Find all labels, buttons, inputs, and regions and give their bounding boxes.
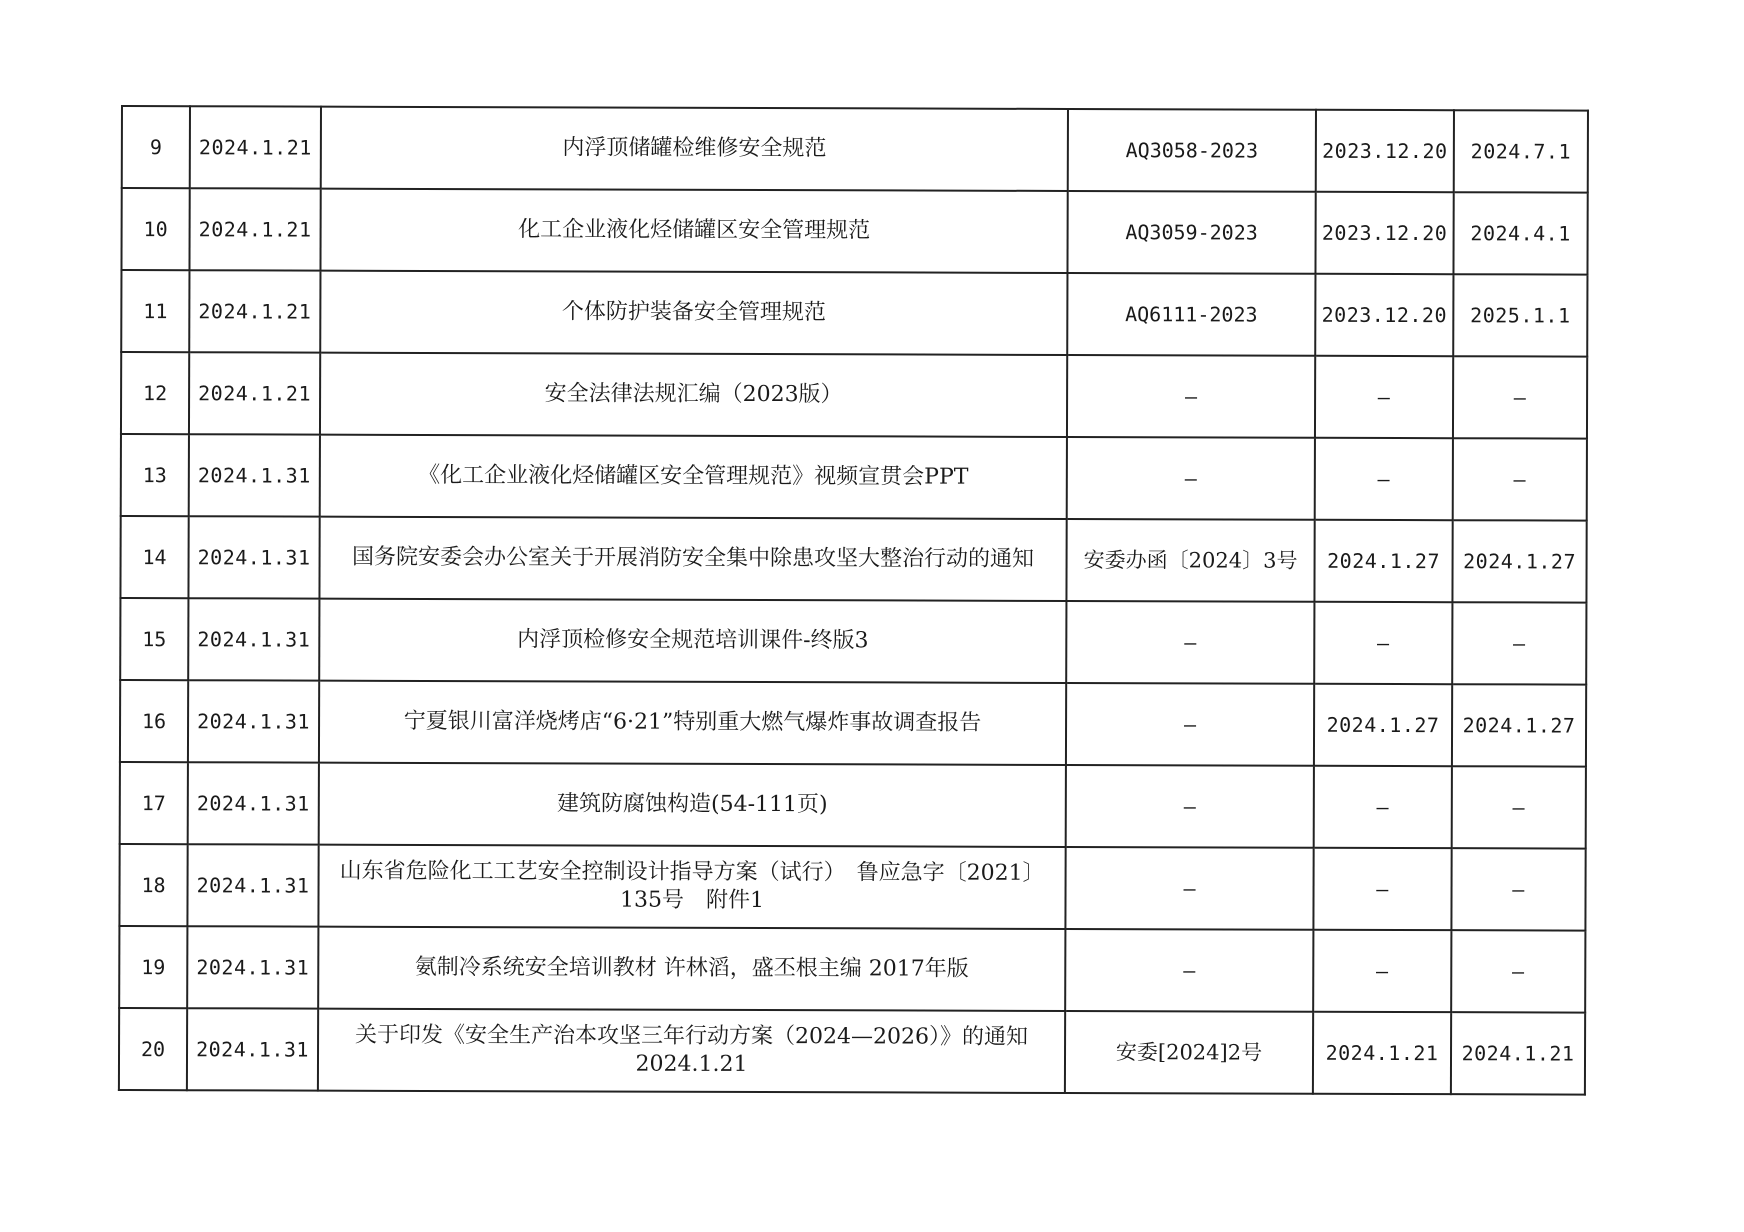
row-number-cell: 14 [120, 516, 188, 598]
issue-date-cell: — [1315, 356, 1453, 438]
document-title-cell: 建筑防腐蚀构造(54-111页) [319, 763, 1066, 847]
issue-date-cell: — [1314, 602, 1452, 684]
effective-date-cell: — [1452, 602, 1586, 684]
issue-date-cell: 2024.1.27 [1314, 684, 1452, 766]
record-date-cell: 2024.1.31 [188, 516, 319, 598]
issue-date-cell: 2024.1.27 [1314, 520, 1452, 602]
document-code-cell: — [1067, 437, 1315, 520]
row-number-cell: 15 [120, 598, 188, 680]
effective-date-cell: 2024.7.1 [1454, 110, 1588, 192]
document-title-cell: 内浮顶储罐检维修安全规范 [321, 107, 1068, 191]
regulations-table-body [119, 106, 1588, 1095]
document-title-cell: 内浮顶检修安全规范培训课件-终版3 [319, 599, 1066, 683]
table-row [121, 188, 1587, 275]
effective-date-cell: 2025.1.1 [1453, 274, 1587, 356]
row-number-cell: 19 [119, 926, 187, 1008]
record-date-cell: 2024.1.21 [189, 188, 320, 270]
document-code-cell: AQ3058-2023 [1068, 109, 1316, 192]
table-row [121, 434, 1587, 521]
record-date-cell: 2024.1.21 [189, 270, 320, 352]
document-code-cell: AQ6111-2023 [1067, 273, 1315, 356]
document-code-cell: — [1065, 847, 1313, 930]
document-code-cell: 安委[2024]2号 [1065, 1011, 1313, 1094]
document-title-cell: 山东省危险化工工艺安全控制设计指导方案（试行） 鲁应急字〔2021〕135号 附件1 [318, 845, 1065, 929]
issue-date-cell: 2023.12.20 [1316, 110, 1454, 192]
table-row [119, 926, 1585, 1013]
row-number-cell: 9 [122, 106, 190, 188]
document-title-cell: 宁夏银川富洋烧烤店“6·21”特别重大燃气爆炸事故调查报告 [319, 681, 1066, 765]
effective-date-cell: — [1451, 930, 1585, 1012]
regulations-table [118, 105, 1589, 1096]
record-date-cell: 2024.1.31 [188, 762, 319, 844]
record-date-cell: 2024.1.21 [190, 106, 321, 188]
record-date-cell: 2024.1.31 [188, 680, 319, 762]
issue-date-cell: 2023.12.20 [1315, 274, 1453, 356]
record-date-cell: 2024.1.31 [187, 1008, 318, 1090]
table-row [120, 680, 1586, 767]
effective-date-cell: 2024.1.21 [1451, 1012, 1585, 1094]
effective-date-cell: — [1452, 766, 1586, 848]
document-title-cell: 关于印发《安全生产治本攻坚三年行动方案（2024—2026）》的通知 2024.1.21 [318, 1009, 1065, 1093]
document-code-cell: — [1066, 683, 1314, 766]
table-row [119, 1008, 1585, 1095]
document-title-cell: 安全法律法规汇编（2023版） [320, 353, 1067, 437]
record-date-cell: 2024.1.31 [188, 598, 319, 680]
document-code-cell: — [1067, 355, 1315, 438]
issue-date-cell: — [1313, 930, 1451, 1012]
effective-date-cell: 2024.4.1 [1453, 192, 1587, 274]
row-number-cell: 16 [120, 680, 188, 762]
document-title-cell: 个体防护装备安全管理规范 [320, 271, 1067, 355]
row-number-cell: 20 [119, 1008, 187, 1090]
effective-date-cell: — [1451, 848, 1585, 930]
table-row [120, 516, 1586, 603]
document-code-cell: — [1066, 765, 1314, 848]
issue-date-cell: — [1315, 438, 1453, 520]
table-row [121, 270, 1587, 357]
effective-date-cell: — [1453, 438, 1587, 520]
document-title-cell: 氨制冷系统安全培训教材 许林滔，盛丕根主编 2017年版 [318, 927, 1065, 1011]
table-row [120, 598, 1586, 685]
issue-date-cell: 2023.12.20 [1315, 192, 1453, 274]
row-number-cell: 10 [121, 188, 189, 270]
issue-date-cell: — [1314, 766, 1452, 848]
document-title-cell: 化工企业液化烃储罐区安全管理规范 [320, 189, 1067, 273]
document-title-cell: 国务院安委会办公室关于开展消防安全集中除患攻坚大整治行动的通知 [319, 517, 1066, 601]
row-number-cell: 18 [119, 844, 187, 926]
effective-date-cell: 2024.1.27 [1452, 520, 1586, 602]
row-number-cell: 11 [121, 270, 189, 352]
document-code-cell: — [1065, 929, 1313, 1012]
table-row [119, 844, 1585, 931]
issue-date-cell: 2024.1.21 [1313, 1012, 1451, 1094]
document-title-cell: 《化工企业液化烃储罐区安全管理规范》视频宣贯会PPT [320, 435, 1067, 519]
row-number-cell: 17 [120, 762, 188, 844]
table-row [121, 352, 1587, 439]
table-row [120, 762, 1586, 849]
document-code-cell: AQ3059-2023 [1067, 191, 1315, 274]
record-date-cell: 2024.1.31 [187, 926, 318, 1008]
row-number-cell: 13 [121, 434, 189, 516]
effective-date-cell: 2024.1.27 [1452, 684, 1586, 766]
row-number-cell: 12 [121, 352, 189, 434]
table-row [122, 106, 1588, 193]
effective-date-cell: — [1453, 356, 1587, 438]
document-code-cell: 安委办函〔2024〕3号 [1066, 519, 1314, 602]
record-date-cell: 2024.1.31 [189, 434, 320, 516]
record-date-cell: 2024.1.31 [187, 844, 318, 926]
issue-date-cell: — [1313, 848, 1451, 930]
record-date-cell: 2024.1.21 [189, 352, 320, 434]
document-code-cell: — [1066, 601, 1314, 684]
